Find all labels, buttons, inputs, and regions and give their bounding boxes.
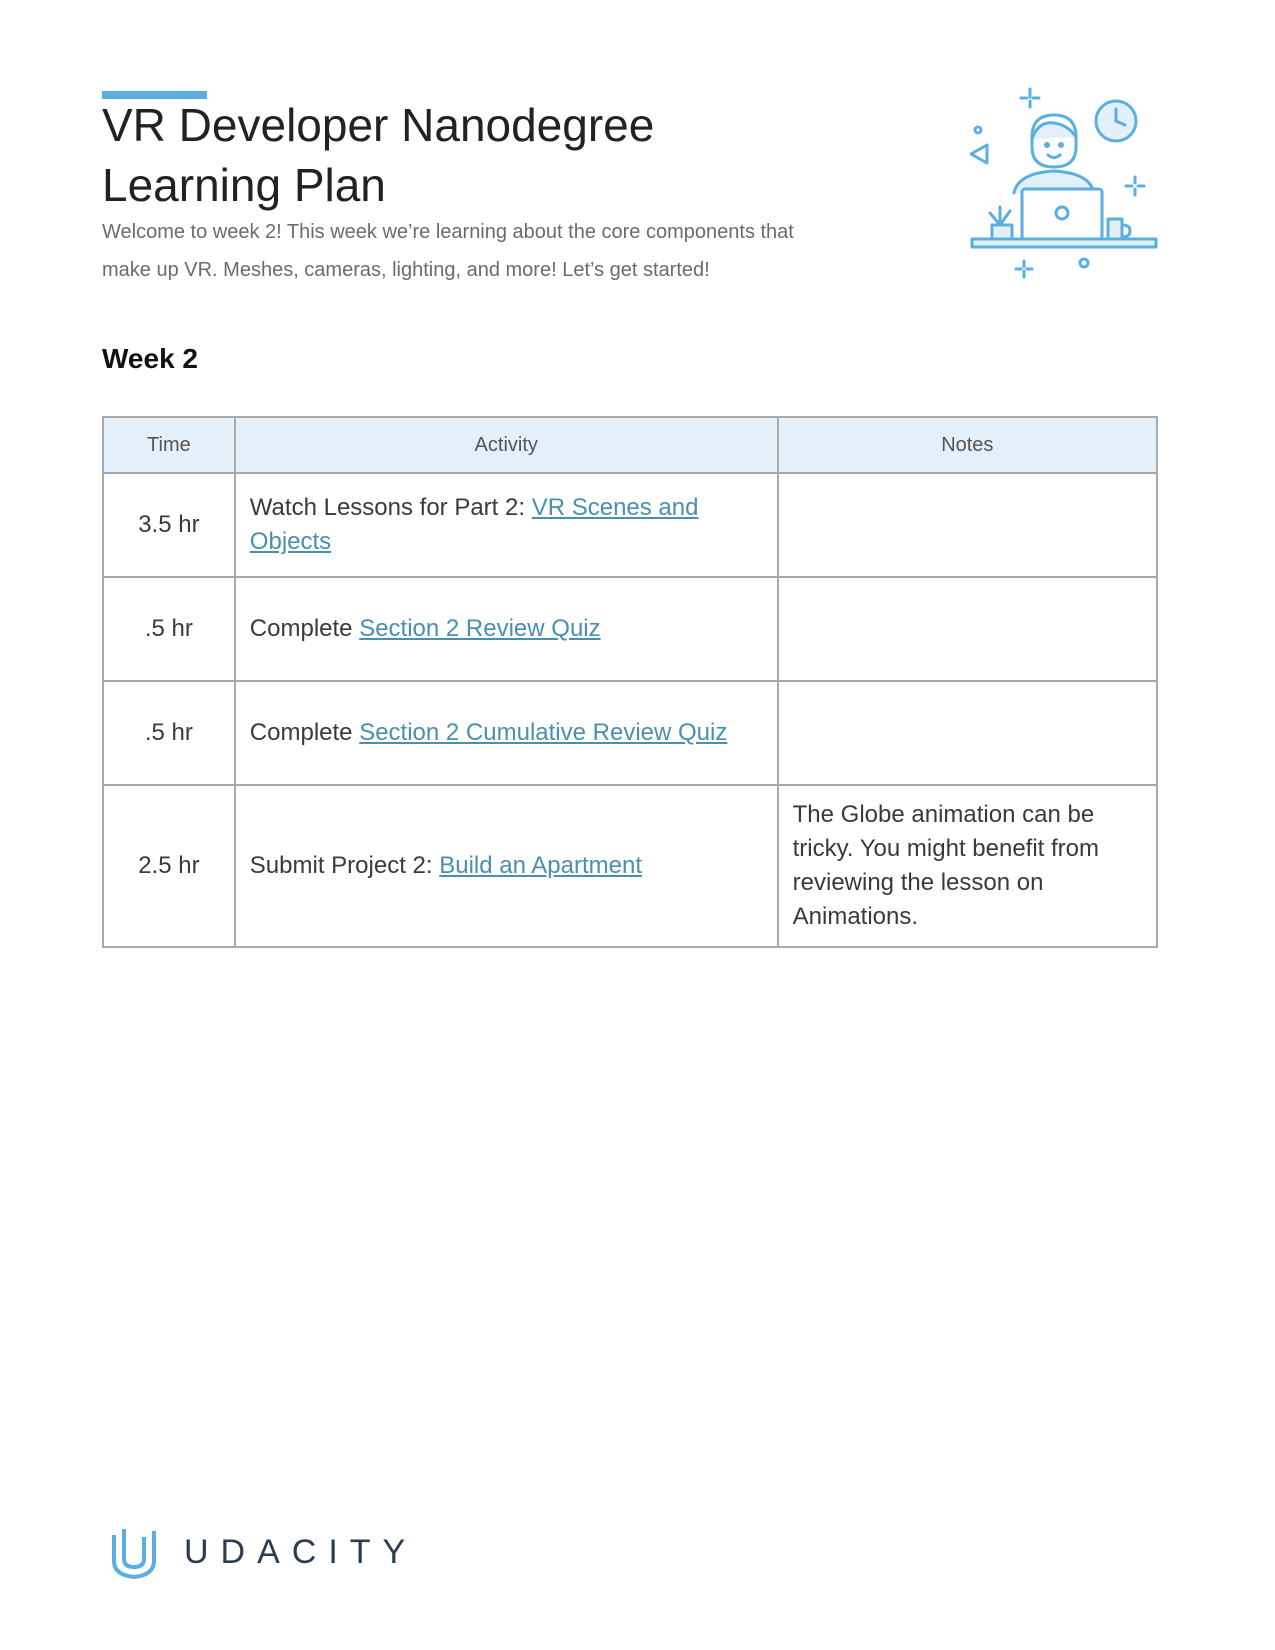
- table-row: [103, 681, 1157, 785]
- lesson-link-vr-scenes[interactable]: VR Scenes and Objects: [249, 494, 699, 555]
- notes-cell: [778, 577, 1157, 681]
- sparkle-icon: [1126, 177, 1144, 195]
- table-row: [103, 785, 1157, 947]
- mug-icon: [1108, 219, 1130, 239]
- udacity-logo: [110, 1525, 417, 1579]
- learning-plan-table: [102, 416, 1158, 948]
- time-cell: 3.5 hr: [103, 473, 235, 577]
- notes-cell: [778, 681, 1157, 785]
- table-row: [103, 577, 1157, 681]
- dot-icon: [975, 127, 981, 133]
- time-cell: .5 hr: [103, 681, 235, 785]
- clock-icon: [1096, 101, 1136, 141]
- title-line-2: Learning Plan: [102, 159, 386, 211]
- quiz-link-section-2-cumulative[interactable]: Section 2 Cumulative Review Quiz: [359, 719, 728, 746]
- triangle-icon: [971, 145, 987, 163]
- sparkle-icon: [1021, 89, 1039, 107]
- udacity-u-icon: [110, 1525, 158, 1579]
- title-line-1: VR Developer Nanodegree: [102, 99, 655, 151]
- time-cell: .5 hr: [103, 577, 235, 681]
- activity-text: Complete: [249, 719, 360, 746]
- activity-cell: [235, 577, 778, 681]
- project-link-build-apartment[interactable]: Build an Apartment: [439, 852, 643, 879]
- laptop-icon: [1022, 189, 1102, 239]
- udacity-wordmark: UDACITY: [184, 1532, 418, 1571]
- sparkle-icon: [1016, 261, 1032, 277]
- intro-text: Welcome to week 2! This week we’re learning about the core components that make up VR. Meshes, cameras, lighting, and more! Let’s get started!: [102, 221, 794, 281]
- notes-cell: [778, 473, 1157, 577]
- activity-text: Complete: [249, 615, 360, 642]
- activity-text: Watch Lessons for Part 2:: [249, 494, 532, 521]
- notes-cell: The Globe animation can be tricky. You might benefit from reviewing the lesson on Animations.: [778, 785, 1157, 947]
- student-at-laptop-illustration: [970, 85, 1180, 295]
- dot-icon: [1080, 259, 1088, 267]
- person-icon: [1014, 115, 1094, 193]
- desk-icon: [972, 239, 1156, 247]
- column-header-notes: Notes: [778, 417, 1157, 473]
- activity-cell: [235, 473, 778, 577]
- time-cell: 2.5 hr: [103, 785, 235, 947]
- table-header-row: [103, 417, 1157, 473]
- activity-cell: [235, 681, 778, 785]
- column-header-activity: Activity: [235, 417, 778, 473]
- quiz-link-section-2-review[interactable]: Section 2 Review Quiz: [359, 615, 601, 642]
- activity-text: Submit Project 2:: [249, 852, 440, 879]
- plant-icon: [990, 207, 1012, 239]
- page-title: [102, 95, 654, 215]
- column-header-time: Time: [103, 417, 235, 473]
- table-row: [103, 473, 1157, 577]
- activity-cell: [235, 785, 778, 947]
- week-heading: Week 2: [102, 343, 198, 374]
